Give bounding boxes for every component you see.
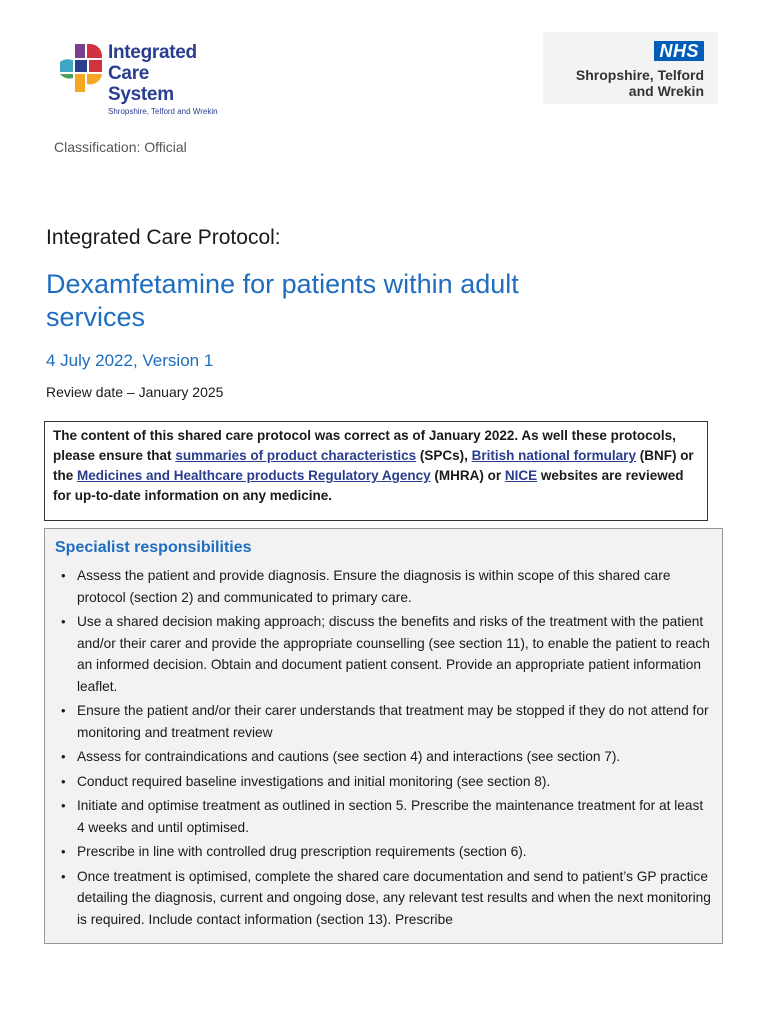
list-item: • Conduct required baseline investigations and initial monitoring (see section 8). xyxy=(55,771,712,793)
ics-logo xyxy=(58,42,218,116)
notice-text: (SPCs), xyxy=(416,448,472,463)
classification-label: Classification: Official xyxy=(54,139,187,155)
nhs-org-line2: and Wrekin xyxy=(628,83,704,99)
notice-text: (MHRA) or xyxy=(430,468,505,483)
notice-box xyxy=(44,421,708,521)
specialist-responsibilities-box xyxy=(44,528,723,944)
notice-text: The content of this shared care protocol was correct as of January 2022. As well these protocols, please ensure that xyxy=(53,428,676,463)
spc-link[interactable]: summaries of product characteristics xyxy=(175,448,417,463)
nhs-org-line1: Shropshire, Telford xyxy=(575,67,704,83)
document-version: 4 July 2022, Version 1 xyxy=(46,351,214,370)
list-item: • Ensure the patient and/or their carer understands that treatment may be stopped if they do not attend for monitoring and treatment review xyxy=(55,700,712,743)
list-item: • Assess the patient and provide diagnosis. Ensure the diagnosis is within scope of this shared care protocol (section 2) and communicated to primary care. xyxy=(55,565,712,608)
specialist-heading: Specialist responsibilities xyxy=(55,539,252,556)
document-title: Dexamfetamine for patients within adult services xyxy=(46,269,519,332)
protocol-label: Integrated Care Protocol: xyxy=(46,226,281,249)
specialist-list xyxy=(55,565,712,930)
list-item: • Prescribe in line with controlled drug prescription requirements (section 6). xyxy=(55,841,712,863)
nhs-logo xyxy=(543,32,718,104)
ics-cross-icon xyxy=(58,42,104,94)
notice-text: (BNF) or the xyxy=(53,448,694,483)
nice-link[interactable]: NICE xyxy=(504,468,538,483)
ics-title-line1: Integrated xyxy=(108,42,197,63)
list-item: • Use a shared decision making approach; discuss the benefits and risks of the treatment with the patient and/or their carer and provide the appropriate counselling (see section 11), to enable the patient to reach an informed decision. Obtain and document patient consent. Provide an appropriate patient information leaflet. xyxy=(55,611,712,697)
mhra-link[interactable]: Medicines and Healthcare products Regulatory Agency xyxy=(77,468,431,483)
review-date: Review date – January 2025 xyxy=(46,384,224,400)
bnf-link[interactable]: British national formulary xyxy=(471,448,636,463)
nhs-org-name xyxy=(576,67,704,99)
nhs-badge: NHS xyxy=(654,41,704,61)
list-item: • Initiate and optimise treatment as outlined in section 5. Prescribe the maintenance treatment for at least 4 weeks and until optimised. xyxy=(55,795,712,838)
notice-text: websites are reviewed for up-to-date information on any medicine. xyxy=(53,468,684,503)
ics-subtitle: Shropshire, Telford and Wrekin xyxy=(108,107,218,116)
list-item: • Once treatment is optimised, complete the shared care documentation and send to patient’s GP practice detailing the diagnosis, current and ongoing dose, any relevant test results and when the next monitoring is required. Include contact information (section 13). Prescribe xyxy=(55,866,712,931)
ics-title-line2: Care System xyxy=(108,63,174,105)
list-item: • Assess for contraindications and cautions (see section 4) and interactions (see section 7). xyxy=(55,746,712,768)
